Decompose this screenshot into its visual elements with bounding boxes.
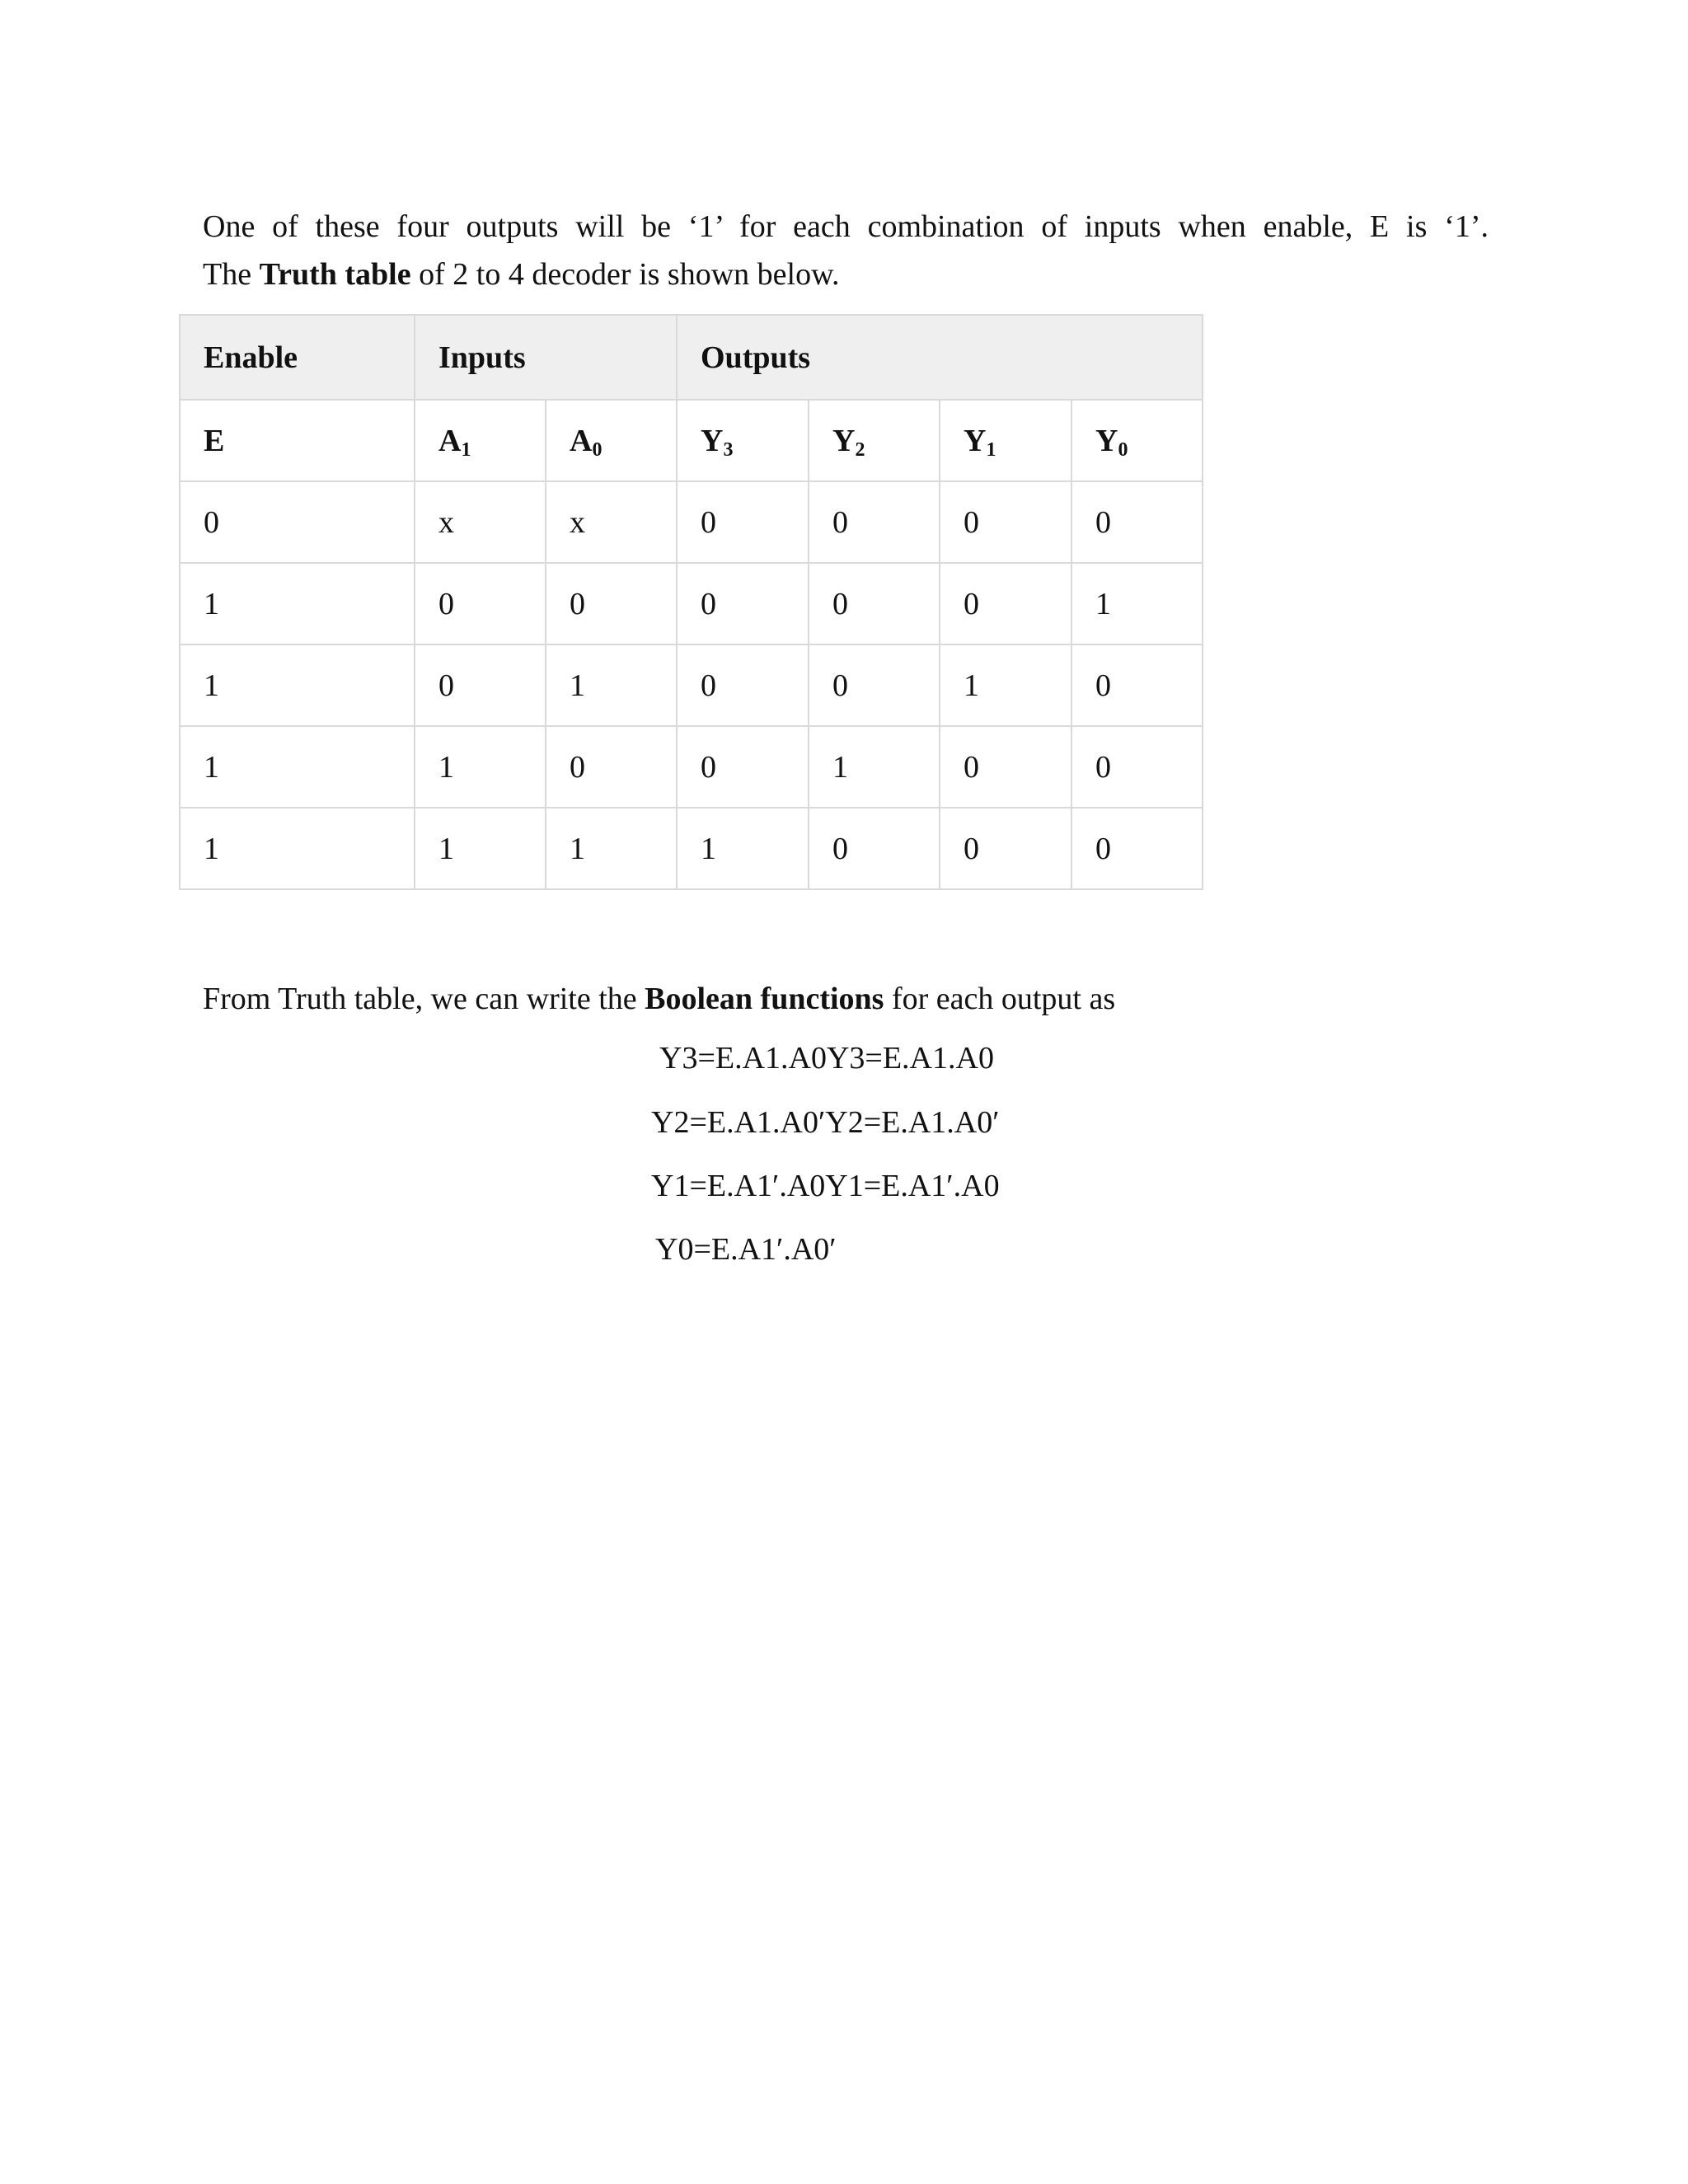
cell-y1: 0: [940, 481, 1071, 563]
cell-y1: 0: [940, 563, 1071, 644]
cell-y3: 0: [677, 481, 809, 563]
intro-paragraph: [203, 203, 1489, 298]
header-a0: $A_0$: [546, 400, 677, 481]
cell-y3: 0: [677, 644, 809, 726]
cell-y0: 0: [1071, 808, 1203, 889]
cell-y3: 1: [677, 808, 809, 889]
intro-line-2: [203, 251, 1489, 298]
equation-y2: Y2=E.A1.A0′Y2=E.A1.A0′: [651, 1105, 1000, 1140]
cell-y0: 0: [1071, 644, 1203, 726]
cell-a1: x: [415, 481, 546, 563]
intro-line-1: One of these four outputs will be ‘1’ for each combination of inputs when enable, E is ‘1’.: [203, 209, 1489, 244]
cell-a0: 0: [546, 563, 677, 644]
cell-e: 1: [180, 808, 415, 889]
cell-y0: 0: [1071, 481, 1203, 563]
table-row: [180, 726, 1203, 808]
cell-a0: 0: [546, 726, 677, 808]
cell-a1: 1: [415, 726, 546, 808]
table-row: [180, 808, 1203, 889]
header-a1: $A_1$: [415, 400, 546, 481]
table-row: [180, 481, 1203, 563]
table-row: [180, 563, 1203, 644]
cell-y0: 1: [1071, 563, 1203, 644]
cell-a0: 1: [546, 808, 677, 889]
boolean-intro-end: for each output as: [884, 982, 1116, 1016]
boolean-intro-paragraph: [203, 975, 1522, 1023]
truth-table: [179, 314, 1203, 890]
cell-y3: 0: [677, 563, 809, 644]
boolean-functions-term: Boolean functions: [645, 982, 884, 1016]
intro-line-2-end: of 2 to 4 decoder is shown below.: [410, 257, 840, 292]
intro-line-2-start: The: [203, 257, 260, 292]
cell-e: 1: [180, 726, 415, 808]
equation-y3: Y3=E.A1.A0Y3=E.A1.A0: [659, 1041, 994, 1076]
boolean-intro-start: From Truth table, we can write the: [203, 982, 645, 1016]
header-y1: $Y_1$: [940, 400, 1071, 481]
cell-y2: 0: [809, 481, 940, 563]
inputs-group-header: Inputs: [415, 315, 677, 400]
equation-y0: Y0=E.A1′.A0′: [655, 1232, 837, 1267]
cell-y2: 0: [809, 808, 940, 889]
outputs-group-header: Outputs: [677, 315, 1203, 400]
cell-e: 0: [180, 481, 415, 563]
cell-e: 1: [180, 644, 415, 726]
group-header-row: [180, 315, 1203, 400]
table-row: [180, 644, 1203, 726]
cell-y2: 0: [809, 644, 940, 726]
truth-table-term: Truth table: [259, 257, 411, 292]
enable-group-header: Enable: [180, 315, 415, 400]
cell-y0: 0: [1071, 726, 1203, 808]
cell-y2: 0: [809, 563, 940, 644]
header-y0: $Y_0$: [1071, 400, 1203, 481]
cell-e: 1: [180, 563, 415, 644]
cell-y2: 1: [809, 726, 940, 808]
cell-y3: 0: [677, 726, 809, 808]
cell-y1: 1: [940, 644, 1071, 726]
header-y3: $Y_3$: [677, 400, 809, 481]
cell-y1: 0: [940, 808, 1071, 889]
symbol-header-row: [180, 400, 1203, 481]
cell-a1: 0: [415, 563, 546, 644]
cell-a0: x: [546, 481, 677, 563]
header-y2: $Y_2$: [809, 400, 940, 481]
cell-y1: 0: [940, 726, 1071, 808]
cell-a1: 0: [415, 644, 546, 726]
equation-y1: Y1=E.A1′.A0Y1=E.A1′.A0: [651, 1169, 1000, 1203]
cell-a0: 1: [546, 644, 677, 726]
header-e: E: [180, 400, 415, 481]
cell-a1: 1: [415, 808, 546, 889]
